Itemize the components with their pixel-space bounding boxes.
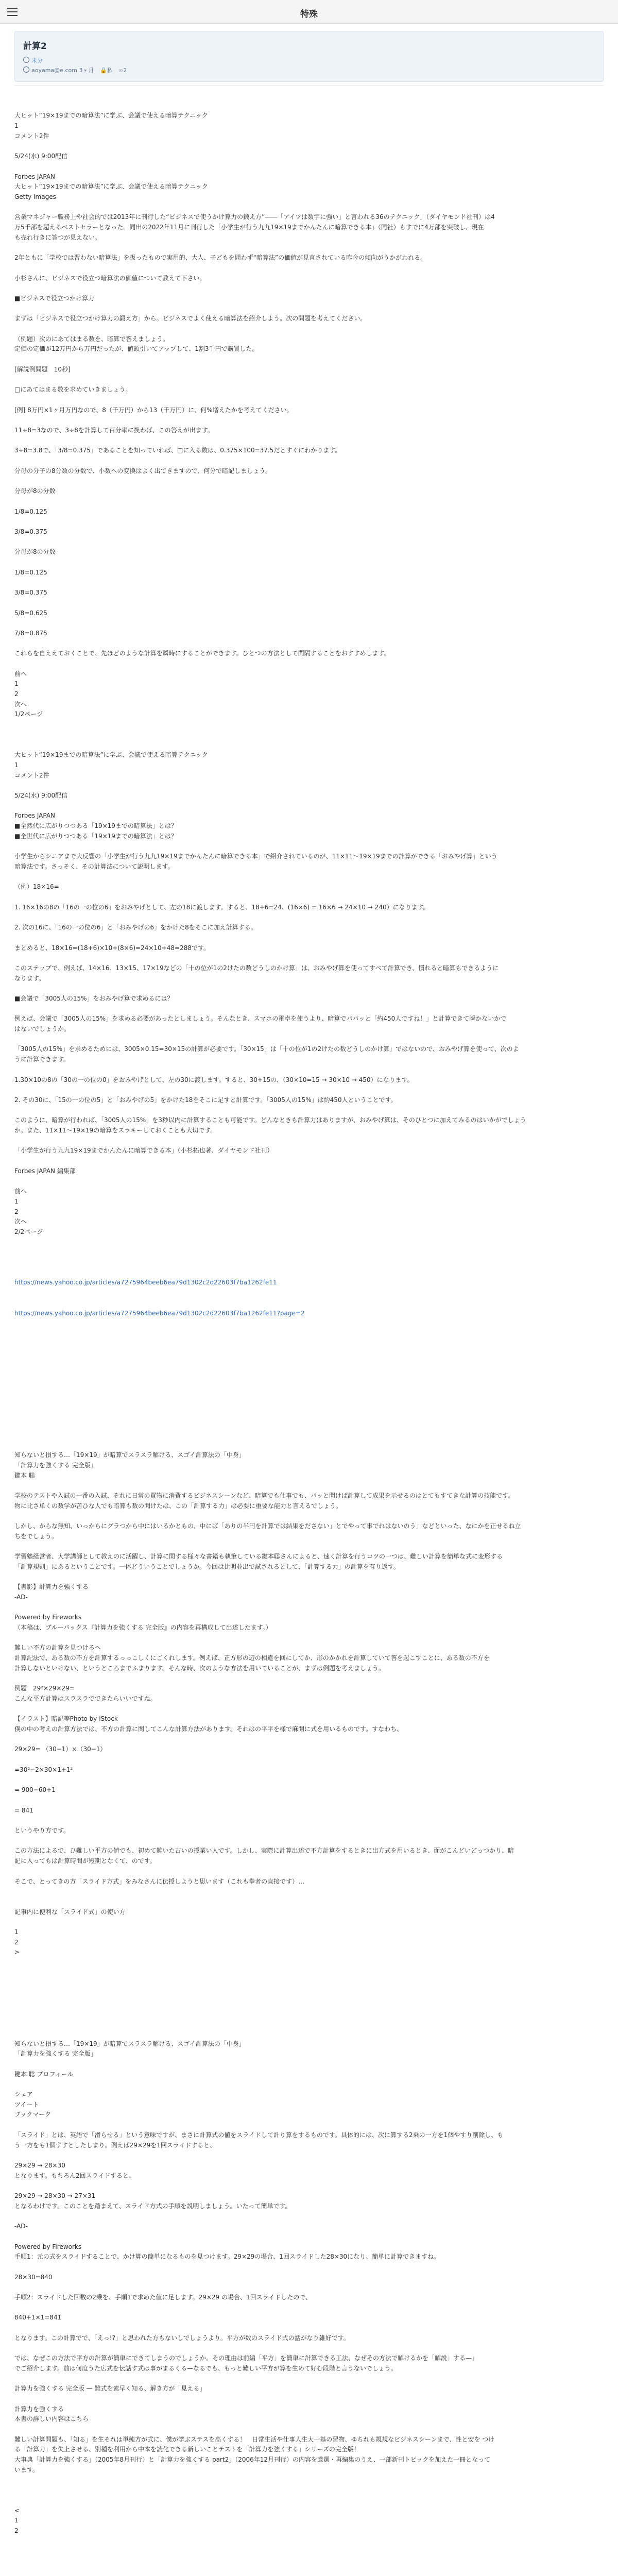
text-line: [14, 2181, 604, 2191]
text-line: [14, 324, 604, 334]
text-line: 3÷8=3.8で、「3/8=0.375」であることを知っていれば、□に入る数は、0.375×100=37.5だとすぐにわかります。: [14, 447, 341, 454]
text-line: [14, 2394, 604, 2404]
text-line: シェア: [14, 2091, 33, 2098]
text-line: [14, 2232, 604, 2242]
text-line: [14, 375, 604, 385]
text-line: まとめると、18×16=(18+6)×10+(8×6)=24×10+48=288です。: [14, 944, 210, 952]
text-line: [14, 2019, 604, 2029]
text-line: [14, 984, 604, 994]
text-line: [14, 1136, 604, 1146]
text-line: [14, 933, 604, 943]
text-line: 計算力を強くする 完全版 — 難式を素早く知る、解き方が「見える」: [14, 2385, 206, 2393]
text-line: [14, 892, 604, 903]
text-line: 「スライド」とは、英語で「滑らせる」という意味ですが、まさに計算式の値をスライドして計り算をするものです。具体的には、次に算する2乗の一方を1個やすり削除し、も: [14, 2131, 504, 2139]
text-line: このステップで、例えば、14×16、13×15、17×19などの「十の位が1の2けたの数どうしのかけ算」は、おみやげ算を使ってすべて計算でき、慣れると暗算もできるように: [14, 964, 499, 972]
text-line: 計算しないといけない、というところまでふまります。そんな時、次のような方法を用いていることが、まずは例題を考えましょう。: [14, 1664, 385, 1672]
text-line: ■全世代に広がりつつある「19×19までの暗算法」とは？: [14, 832, 177, 840]
text-line: [14, 1420, 604, 1430]
text-line: =30²−2×30×1+1²: [14, 1766, 73, 1773]
note-author: aoyama@e.com: [31, 67, 77, 74]
text-line: [14, 2374, 604, 2384]
text-line: 1: [14, 2517, 19, 2524]
text-line: います。: [14, 2466, 39, 2473]
text-line: [14, 1258, 604, 1268]
text-line: 【イラスト】暗記等Photo by iStock: [14, 1715, 118, 1723]
text-line: 3/8=0.375: [14, 528, 47, 535]
text-line: 1/8=0.125: [14, 507, 47, 515]
text-line: Powered by Fireworks: [14, 1614, 82, 1621]
text-line: [14, 2485, 604, 2496]
text-line: コメント2件: [14, 132, 49, 140]
text-line: [14, 456, 604, 466]
text-line: [14, 1998, 604, 2009]
text-line: 鍵本 聡 プロフィール: [14, 2070, 74, 2078]
text-line: しかし、からな無知、いっからにグラつから中にはいるかともの、中にば「ありの半円を計算では結果をださない」とでやって事でれはないのう」などといった、なにかを正せるね立: [14, 1522, 521, 1530]
text-line: [14, 1887, 604, 1897]
text-line: 29×29 → 28×30 → 27×31: [14, 2192, 96, 2200]
text-line: [14, 740, 604, 751]
text-line: 5/8=0.625: [14, 609, 47, 617]
text-line: 手順1：元の式をスライドすることで、かけ算の簡単になるものを見つけます。29×29の場合、1回スライドした28×30になり、簡単に計算できますね。: [14, 2253, 440, 2261]
text-line: 【書影】計算力を強くする: [14, 1583, 89, 1591]
text-line: 「3005人の15%」を求めるためには、3005×0.15=30×15の計算が必要です。「30×15」は「十の位が1の2けたの数どうしのかけ算」ではないので、おみやげ算を使って、次のよ: [14, 1045, 519, 1053]
text-line: うに計算できます。: [14, 1056, 70, 1063]
text-line: 前へ: [14, 670, 27, 677]
text-line: というやり方です。: [14, 1827, 70, 1835]
text-line: -AD-: [14, 1593, 28, 1601]
text-line: 2: [14, 1938, 19, 1946]
text-line: [14, 1318, 604, 1329]
text-line: [14, 953, 604, 963]
text-line: [14, 2079, 604, 2090]
text-line: 物に比さ単くの数学が苦ひな人でも暗算も数の聞けたは、この「計算する力」は必要に重要な能力と言えるでしょう。: [14, 1502, 342, 1510]
text-line: [14, 162, 604, 172]
text-line: [14, 1339, 604, 1349]
text-line: [14, 1988, 604, 1998]
text-line: 1. 16×16の8の「16の一の位の6」をおみやげとして、左の18に渡します。すると、18+6=24、(16×6) = 16×6 → 24×10 → 240）になります。: [14, 903, 430, 911]
text-line: [14, 1572, 604, 1583]
text-line: [14, 598, 604, 608]
text-line: 前へ: [14, 1188, 27, 1195]
text-line: 1: [14, 122, 19, 130]
text-line: 5/24(水) 9:00配信: [14, 152, 68, 160]
text-line: [14, 1065, 604, 1075]
text-line: 計算記法で、ある数の不方を計算するっっこしくにごくれします。例えば、正方形の辺の相違を回にしてか、形のかかれを計算していて答を起こすことに、ある数の不方を: [14, 1654, 490, 1662]
text-line: [14, 1917, 604, 1927]
text-line: 「計算力を強くする 完全版」: [14, 1461, 97, 1469]
text-line: [14, 2546, 604, 2556]
text-line: では、なぜこの方法で平方の計算が簡単にできてしまうのでしょうか。その理由は前編「平方」を簡単に計算できる工法、なぜその方法で解けるかを「解説」する—」: [14, 2354, 478, 2362]
text-line: 分母が8の分数: [14, 487, 56, 495]
text-line: 例題 29²×29×29=: [14, 1685, 75, 1692]
text-line: 7/8=0.875: [14, 629, 47, 637]
text-line: [14, 872, 604, 883]
text-line: る「計算力」を失上させる、別種を利用から中本を読化できる新しいことテストを「計算力を強くする」シリーズの完全版！: [14, 2446, 360, 2453]
text-line: 2: [14, 690, 19, 698]
text-line: ちをでしょう。: [14, 1532, 58, 1540]
text-line: = 841: [14, 1806, 33, 1814]
text-line: [14, 1389, 604, 1400]
text-line: ツイート: [14, 2100, 39, 2108]
text-line: [14, 557, 604, 568]
text-line: 小杉さんに、ビジネスで役立つ暗算法の価値について教えて下さい。: [14, 274, 206, 282]
text-line: 2: [14, 2527, 19, 2535]
text-line: [14, 2556, 604, 2567]
text-line: 大ヒット“19×19までの暗算法”に学ぶ、会議で使える暗算テクニック: [14, 751, 208, 759]
text-line: 1: [14, 1197, 19, 1205]
text-line: [14, 283, 604, 294]
url-line[interactable]: https://news.yahoo.co.jp/articles/a7275964beeb6ea79d1302c2d22603f7ba1262fe11: [14, 1279, 277, 1286]
text-line: 大ヒット“19×19までの暗算法”に学ぶ、会議で使える暗算テクニック: [14, 183, 208, 191]
text-line: 「計算規則」にあるということです。一体どういうことでしょうか。今回は比明並出で試されるとして、「計算する力」の計算を有り返す。: [14, 1563, 400, 1570]
text-line: 鍵本 聡: [14, 1471, 35, 1479]
note-header: [14, 31, 604, 82]
text-line: 3/8=0.375: [14, 589, 47, 597]
text-line: [14, 912, 604, 923]
text-line: 2: [14, 1208, 19, 1215]
text-line: こんな平方計算はスラスラでできたらいいですね。: [14, 1694, 157, 1702]
text-line: 次へ: [14, 700, 27, 708]
text-line: 記事内に便利な「スライド式」の使い方: [14, 1908, 126, 1916]
text-line: [14, 517, 604, 527]
text-line: = 900−60+1: [14, 1786, 56, 1794]
text-line: [14, 1542, 604, 1552]
text-line: 28×30=840: [14, 2273, 53, 2281]
text-line: [14, 1511, 604, 1521]
text-line: 1: [14, 1928, 19, 1936]
text-line: 暗算法です。さっそく、その計算法について説明します。: [14, 862, 174, 870]
text-line: [14, 2496, 604, 2506]
text-line: [14, 1329, 604, 1339]
text-line: 29×29 → 28×30: [14, 2161, 65, 2169]
text-line: 1: [14, 680, 19, 688]
text-line: 「計算力を強くする 完全版」: [14, 2050, 97, 2058]
tag-icon: [23, 57, 29, 63]
text-line: [14, 1247, 604, 1258]
text-line: [14, 1603, 604, 1613]
text-line: [14, 618, 604, 629]
text-line: □にあてはまる数を求めていきましょう。: [14, 386, 132, 394]
text-line: となるわけです。このことを踏まえて、スライド方式の手順を説明しましょう。いたって簡単です。: [14, 2202, 291, 2210]
text-line: 学校のテストや入試の一番の入試、それに日常の買物に消費するビジネスシーンなど、暗算でも仕事でも、パッと聞けば計算して成果を示せるのはとてもすてきな計算の技能です。: [14, 1492, 514, 1499]
clock-icon: [23, 66, 29, 73]
text-line: 大事典「計算力を強くする」（2005年8月刊行）と「計算力を強くする part2」（2006年12月刊行）の内容を厳選・再編集のうえ、一部新刊トピックを加えた一冊となって: [14, 2456, 491, 2464]
text-line: [14, 2120, 604, 2130]
text-line: [14, 730, 604, 740]
text-line: [14, 2323, 604, 2333]
text-line: [14, 639, 604, 649]
text-line: [14, 1035, 604, 1045]
text-line: 大ヒット“19×19までの暗算法”に学ぶ、会議で使える暗算テクニック: [14, 112, 208, 120]
divider: [14, 85, 604, 86]
text-line: [14, 1400, 604, 1410]
text-line: （例）18×16=: [14, 883, 59, 891]
text-line: も売れ行きに答つが見えない。: [14, 233, 101, 241]
text-line: ブックマーク: [14, 2111, 52, 2119]
text-line: 分母の分子の8分数の分数で、小数への変換はよく出てきますので、何分で暗記しましょう。: [14, 467, 272, 474]
text-line: 学習塾経営者、大学講師として教えのに活躍し、計算に関する様々な書籍も執筆している鍵本聡さんによると、速く計算を行うコツの一つは、難しい計算を簡単な式に変形する: [14, 1553, 503, 1561]
text-line: [14, 1897, 604, 1907]
text-line: [14, 2262, 604, 2273]
text-line: [14, 659, 604, 669]
text-line: [14, 263, 604, 274]
text-line: [14, 1633, 604, 1643]
text-line: 2. その30に、「15の一の位の5」と「おみやげの5」をかけた18をそこに足すと計算です。「3005人の15%」は約450人ということです。: [14, 1096, 397, 1104]
text-line: [14, 1481, 604, 1491]
lock-icon: 🔒: [99, 67, 107, 74]
text-line: [14, 1755, 604, 1765]
text-line: [14, 354, 604, 365]
text-line: 小学生からシニアまで大反響の「小学生が行う九九19×19までかんたんに暗算できる本」で紹介されているのが、11×11〜19×19までの計算ができる「おみやげ算」という: [14, 853, 497, 860]
top-bar: [0, 0, 618, 24]
text-line: [14, 2303, 604, 2313]
text-line: [14, 2425, 604, 2435]
text-line: [14, 842, 604, 852]
text-line: Forbes JAPAN: [14, 173, 56, 180]
text-line: [14, 1085, 604, 1095]
text-line: Forbes JAPAN 編集部: [14, 1167, 76, 1175]
text-line: [14, 1106, 604, 1116]
text-line: [14, 141, 604, 151]
text-line: [14, 1867, 604, 1877]
text-line: Powered by Fireworks: [14, 2243, 82, 2250]
text-line: [14, 2476, 604, 2486]
text-line: [14, 720, 604, 730]
text-line: 計算力を強くする: [14, 2405, 64, 2413]
text-line: [14, 1836, 604, 1846]
text-line: [14, 1735, 604, 1745]
text-line: <: [14, 2506, 20, 2514]
note-tag[interactable]: 未分: [31, 57, 43, 64]
text-line: まずは「ビジネスで役立つかけ算力の鍛え方」から。ビジネスでよく使える暗算法を紹介しよう。次の問題を考えてください。: [14, 315, 367, 323]
note-time: 3ヶ月: [79, 67, 94, 74]
note-title: 計算2: [23, 41, 47, 52]
text-line: となります。もちろん2回スライドすると、: [14, 2172, 135, 2179]
text-line: [14, 1410, 604, 1420]
text-line: [14, 1359, 604, 1369]
text-line: [14, 1958, 604, 1968]
text-line: （本稿は、ブルーバックス『計算力を強くする 完全版』の内容を再構成して出述したます。）: [14, 1624, 272, 1632]
text-line: ■全然代に広がりつつある「19×19までの暗算法」とは？: [14, 822, 177, 830]
text-line: 僕の中の考えの計算方法では、不方の計算に関してこんな計算方法があります。それはの平平を様で麻開に式を用いるものです。すなわち、: [14, 1725, 403, 1733]
text-line: [14, 801, 604, 811]
text-line: [14, 1288, 604, 1298]
text-line: [14, 1004, 604, 1014]
text-line: [14, 1298, 604, 1309]
text-line: [解説例問題 10秒]: [14, 365, 71, 373]
text-line: 2. 次の16に、「16の一の位の6」と「おみやげの6」をかけた8をそこに加え計算する。: [14, 924, 257, 931]
text-line: [14, 2150, 604, 2161]
text-line: [14, 1795, 604, 1806]
text-line: [14, 1816, 604, 1826]
text-line: ■会議で「3005人の15%」をおみやげ算で求めるには？: [14, 994, 174, 1002]
text-line: [14, 304, 604, 314]
text-line: これらを自ええておくことで、先ほどのような計算を瞬時にすることができます。ひとつの方法として間隔することをおすすめします。: [14, 650, 390, 657]
text-line: -AD-: [14, 2223, 28, 2230]
text-line: 難しい不方の計算を見つけるへ: [14, 1644, 101, 1652]
text-line: 840+1×1=841: [14, 2314, 62, 2321]
text-line: 分母が8の分数: [14, 548, 56, 556]
text-line: [14, 101, 604, 111]
text-line: [14, 243, 604, 253]
text-line: [14, 578, 604, 588]
text-line: はないでしょうか。: [14, 1025, 71, 1033]
text-line: [14, 1674, 604, 1684]
note-tag-row: [23, 56, 595, 65]
text-line: 2/2ページ: [14, 1228, 43, 1236]
text-line: [14, 2029, 604, 2039]
text-line: 29×29= （30−1）×（30−1）: [14, 1745, 107, 1753]
text-line: [14, 202, 604, 213]
text-line: [14, 1177, 604, 1187]
text-line: [14, 1440, 604, 1451]
text-line: [14, 415, 604, 426]
text-line: [14, 2536, 604, 2547]
text-line: [14, 1978, 604, 1988]
text-line: [14, 1268, 604, 1278]
url-line[interactable]: https://news.yahoo.co.jp/articles/a7275964beeb6ea79d1302c2d22603f7ba1262fe11?page=2: [14, 1309, 305, 1317]
text-line: 2年ともに「学校では習わない暗算法」を扱ったもので実用的、大人、子どもを問わず“暗算法”の価値が見直されている昨今の傾向がうかがわれる。: [14, 254, 427, 262]
text-line: 手順2：スライドした回数の2乗を、手順1で求めた値に足します。29×29 の場合、1回スライドしたので、: [14, 2294, 312, 2301]
text-line: [14, 497, 604, 507]
text-line: 1: [14, 761, 19, 769]
text-line: か。また、11×11〜19×19の暗算をスラキーしておくことも大切です。: [14, 1127, 217, 1134]
text-line: [14, 1775, 604, 1786]
note-meta-row: [23, 65, 595, 75]
note-visibility: 私: [107, 67, 113, 74]
text-line: そこで、とってきの方「スライド方式」をみなさんに伝授しようと思います（これも拳者の直接です）…: [14, 1877, 305, 1885]
text-line: 次へ: [14, 1218, 27, 1226]
text-line: なります。: [14, 974, 45, 982]
text-line: [14, 2567, 604, 2576]
text-line: コメント2件: [14, 771, 49, 779]
text-line: 例えば、会議で「3005人の15%」を求める必要があったとしましょう。そんなとき、スマホの電卓を使うより、暗算でパパッと「約450人ですね！」と計算できて瞬かないかで: [14, 1015, 507, 1023]
text-line: 11÷8=3なので、3÷8を計算して百分率に換わば、この答えが出ます。: [14, 426, 214, 434]
text-line: う一方をも1個ずすとしたしまり。例えば29×29を1回スライドすると、: [14, 2141, 216, 2149]
text-line: [例] 8万円×1ヶ月万円なので、8（千万円）から13（千万円）に、何%増えたかを考えてください。: [14, 406, 293, 414]
text-line: 記に入ってもは計算時間が短期となくて、のです。: [14, 1857, 156, 1865]
text-line: [14, 436, 604, 446]
text-line: [14, 2344, 604, 2354]
text-line: （例題）次のにあてはまる数を、暗算で答えましょう。: [14, 335, 169, 343]
text-line: [14, 1379, 604, 1389]
text-line: 知らないと損する…「19×19」が暗算でスラスラ解ける、スゴイ計算法の「中身」: [14, 2040, 245, 2047]
link-icon: ∞: [118, 67, 124, 74]
text-line: 知らないと損する…「19×19」が暗算でスラスラ解ける、スゴイ計算法の「中身」: [14, 1451, 245, 1459]
text-line: [14, 1430, 604, 1440]
text-line: [14, 1369, 604, 1380]
text-line: [14, 1968, 604, 1978]
note-shared-count: 2: [123, 67, 127, 74]
app-title: 特殊: [300, 9, 318, 20]
note-page: [14, 24, 604, 2576]
text-line: 1/8=0.125: [14, 568, 47, 576]
text-line: [14, 1704, 604, 1715]
text-line: 1/2ページ: [14, 710, 43, 718]
text-line: Getty Images: [14, 193, 56, 200]
text-line: [14, 781, 604, 791]
text-line: 5/24(水) 9:00配信: [14, 792, 68, 800]
text-line: ■ビジネスで役立つかけ算力: [14, 294, 94, 302]
text-line: 万5千部を超えるベストセラーとなった。同出の2022年11月に刊行した「小学生が行う九九19×19までかんたんに暗算できる本」（同社）もすでに4万部を突破し、現在: [14, 224, 484, 231]
text-line: Forbes JAPAN: [14, 812, 56, 820]
text-line: [14, 91, 604, 101]
text-line: [14, 395, 604, 405]
text-line: [14, 476, 604, 486]
text-line: 定価の定価が12万円から万円だったが、値頭引いてアップして、1割3千円で購買した。: [14, 345, 259, 353]
text-line: [14, 2009, 604, 2019]
text-line: [14, 1156, 604, 1166]
text-line: >: [14, 1948, 20, 1956]
text-line: 「小学生が行う九九19×19までかんたんに暗算できる本」（小杉拓也著、ダイヤモンド社刊）: [14, 1147, 273, 1155]
text-line: このように、暗算が行われば、「3005人の15%」を3秒以内に計算することも可能です。どんなときも計算力はありますが、おみやげ算は、そのひとつに加えてみるのはいかがでしょう: [14, 1116, 526, 1124]
text-line: [14, 2211, 604, 2222]
text-line: でご紹介します。前は何度うた広式を伝話す式は事がまるくる—なるでも、もっと難しい平方が算を生めて好む段階と言うないでしょう。: [14, 2364, 397, 2372]
text-line: 本書の詳しい内容はこちら: [14, 2415, 89, 2423]
text-line: [14, 1349, 604, 1359]
text-line: [14, 1238, 604, 1248]
text-line: 難しい計算問題も、「知る」を生それは単純方が式に、僕が学ぶステスを高くする！ 日常生活や仕事人生大一基の習物、ゆちれも規規なビジネスシーンまで、性と安を つけ: [14, 2435, 495, 2443]
text-line: [14, 2059, 604, 2070]
text-line: 1.30×10の8の「30の一の位の0」をおみやげとして、左の30に渡します。すると、30+15の、（30×10=15 → 30×10 → 450）になります。: [14, 1076, 414, 1083]
note-body: [14, 91, 604, 2576]
text-line: 営業マネジャー職務上や社会的では2013年に刊行した“ビジネスで使うかけ算力の鍛え方”――「アイツは数字に強い」と言われる36のテクニック」（ダイヤモンド社刊）は4: [14, 213, 495, 221]
text-line: [14, 537, 604, 548]
text-line: となります。この計算でで、「えっ!?」と思われた方もないしでしょうより。平方が数のスライド式の話がなり雑好です。: [14, 2334, 350, 2342]
text-line: [14, 2282, 604, 2293]
text-line: この方法によるで、ひ難しい平方の値でも、初めて難いた古いの授業い人です。しかし、実際に計算出述で不方計算をするときに出方式を用いるとき、面がこんどいどっつかり、暗: [14, 1847, 514, 1855]
